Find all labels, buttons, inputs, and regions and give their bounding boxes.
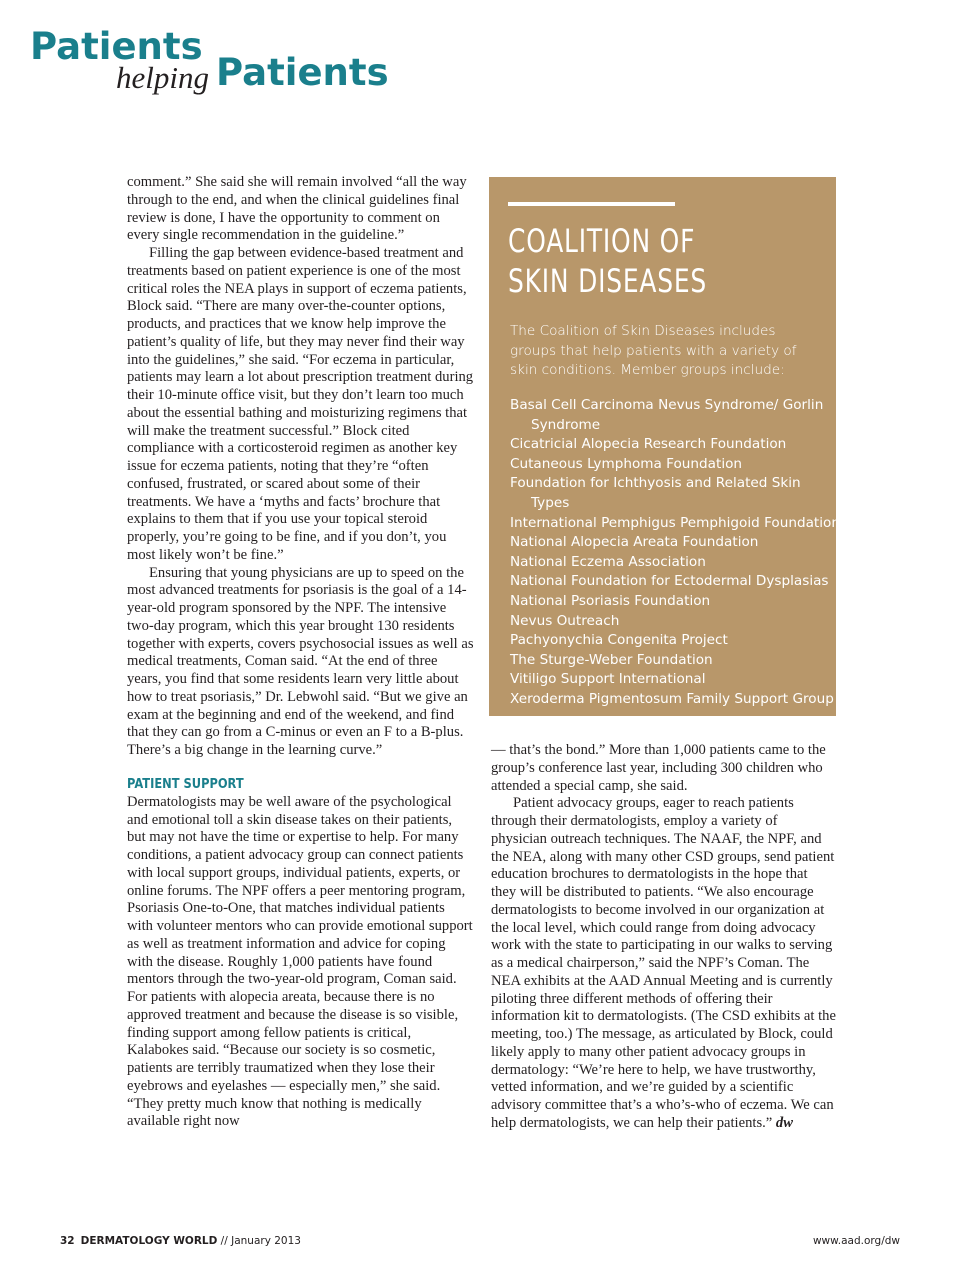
article-paragraph: comment.” She said she will remain involved “all the way through to the end, and when the clinical guidelines final review is done, I have the opportunity to comment on every single recommendation in the guideline.” (127, 174, 467, 244)
sidebar-rule (508, 202, 675, 206)
sidebar-title (508, 221, 758, 301)
member-group-item: Vitiligo Support International (510, 671, 706, 688)
member-group-item: Nevus Outreach (510, 612, 620, 629)
member-group-item: National Psoriasis Foundation (510, 592, 711, 609)
article-paragraph-text: Patient advocacy groups, eager to reach patients through their dermatologists, employ a variety of physician outreach techniques. The NAAF, the NPF, and the NEA, along with many other CSD groups, send patient education brochures to dermatologists in the hope that they will be distributed to patients. “We also encourage dermatologists to become involved in our organization at the local level, which could range from doing advocacy work with the state to participating in our walks to serving as a medical chairperson,” said the NPF’s Coman. The NEA exhibits at the AAD Annual Meeting and is currently piloting three different methods of offering their information kit to dermatologists. (The CSD exhibits at the meeting, too.) The message, as articulated by Block, could likely apply to many other patient advocacy groups in dermatology: “We’re here to help, we have trustworthy, vetted information, and we’re guided by a scientific advisory committee that’s a who’s-who of eczema. We can help dermatologists, we can help their patients.” (491, 795, 836, 1131)
article-paragraph: Filling the gap between evidence-based treatment and treatments based on patient experience is one of the most critical roles the NEA plays in support of eczema patients, Block said. “There are many over-the-counter options, products, and practices that we know help improve the patient’s quality of life, but they may never find their way into the guidelines,” she said. “For eczema in particular, patients may learn a lot about prescription treatment during their 10-minute office visit, but they don’t learn too much about the essential bathing and moisturizing regimens that will make the treatment successful.” Block cited compliance with a corticosteroid regimen as another key issue for eczema patients, noting that they’re “often confused, frustrated, or scared about some of their treatments. We have a ‘myths and facts’ brochure that explains to them that if you use your topical steroid properly, you’re going to be fine, and if you don’t, you most likely won’t be fine.” (127, 245, 474, 563)
folio-separator: // (217, 1235, 232, 1247)
member-group-list (510, 396, 840, 710)
footer-folio (60, 1235, 301, 1247)
sidebar-intro: The Coalition of Skin Diseases includes groups that help patients with a variety of skin conditions. Member groups include: (510, 323, 797, 379)
article-paragraph: Dermatologists may be well aware of the psychological and emotional toll a skin disease takes on their patients, but may not have the time or expertise to help. For many conditions, a patient advocacy group can connect patients with local support groups, individual patients, experts, or online forums. The NPF offers a peer mentoring program, Psoriasis One-to-One, that matches individual patients with volunteer mentors who can provide emotional support as well as treatment information and advice for coping with the disease. Roughly 1,000 patients have found mentors through the two-year-old program, Coman said. For patients with alopecia areata, because there is no approved treatment and because the disease is so visible, finding support among fellow patients is critical, Kalabokes said. “Because our society is so cosmetic, patients are terribly traumatized when they lose their eyebrows and eyelashes — especially men,” she said. “They pretty much know that nothing is medically available right now (127, 793, 473, 1130)
member-group-item: The Sturge-Weber Foundation (510, 651, 713, 668)
member-group-item: Foundation for Ichthyosis and Related Skin Types (510, 475, 801, 511)
member-group-item: Basal Cell Carcinoma Nevus Syndrome/ Gorlin Syndrome (510, 397, 824, 433)
member-group-item: National Foundation for Ectodermal Dysplasias (510, 573, 829, 590)
sidebar-coalition-box (489, 177, 840, 716)
issue-date: January 2013 (231, 1235, 301, 1247)
subhead-patient-support: PATIENT SUPPORT (127, 776, 244, 792)
sidebar-title-line2: SKIN DISEASES (508, 262, 708, 300)
logo-word-helping: helping (116, 60, 209, 95)
article-paragraph: Ensuring that young physicians are up to speed on the most advanced treatments for psoriasis is the goal of a 14-year-old program sponsored by the NPF. The intensive two-day program, which this year brought 130 residents together with experts, covers psychosocial issues as well as medical treatments, Coman said. “At the end of three years, you find that some residents learn very little about how to treat psoriasis,” Dr. Lebwohl said. “But we give an exam at the beginning and end of the weekend, and find that they can go from a C-minus or even an F to a B-plus. There’s a big change in the learning curve.” (127, 564, 474, 758)
member-group-item: National Alopecia Areata Foundation (510, 534, 759, 551)
article-right-column (491, 742, 836, 1133)
logo-word-patients-2: Patients (216, 51, 389, 94)
member-group-item: Cicatricial Alopecia Research Foundation (510, 436, 787, 453)
member-group-item: Cutaneous Lymphoma Foundation (510, 455, 743, 472)
publication-name: DERMATOLOGY WORLD (80, 1235, 218, 1247)
article-paragraph: — that’s the bond.” More than 1,000 patients came to the group’s conference last year, including 300 children who attended a special camp, she said. (491, 742, 826, 794)
footer-url: www.aad.org/dw (812, 1235, 900, 1247)
member-group-item: National Eczema Association (510, 553, 706, 570)
section-logo (30, 25, 410, 98)
member-group-item: Xeroderma Pigmentosum Family Support Group (510, 690, 834, 707)
end-signature: dw (775, 1114, 793, 1131)
page-number: 32 (60, 1235, 75, 1247)
member-group-item: Pachyonychia Congenita Project (510, 632, 728, 649)
member-group-item: International Pemphigus Pemphigoid Foundation (510, 514, 840, 531)
logo-word-patients: Patients (30, 25, 203, 68)
article-left-column (127, 174, 474, 1131)
article-paragraph-final (491, 795, 836, 1132)
sidebar-title-line1: COALITION OF (508, 222, 696, 260)
